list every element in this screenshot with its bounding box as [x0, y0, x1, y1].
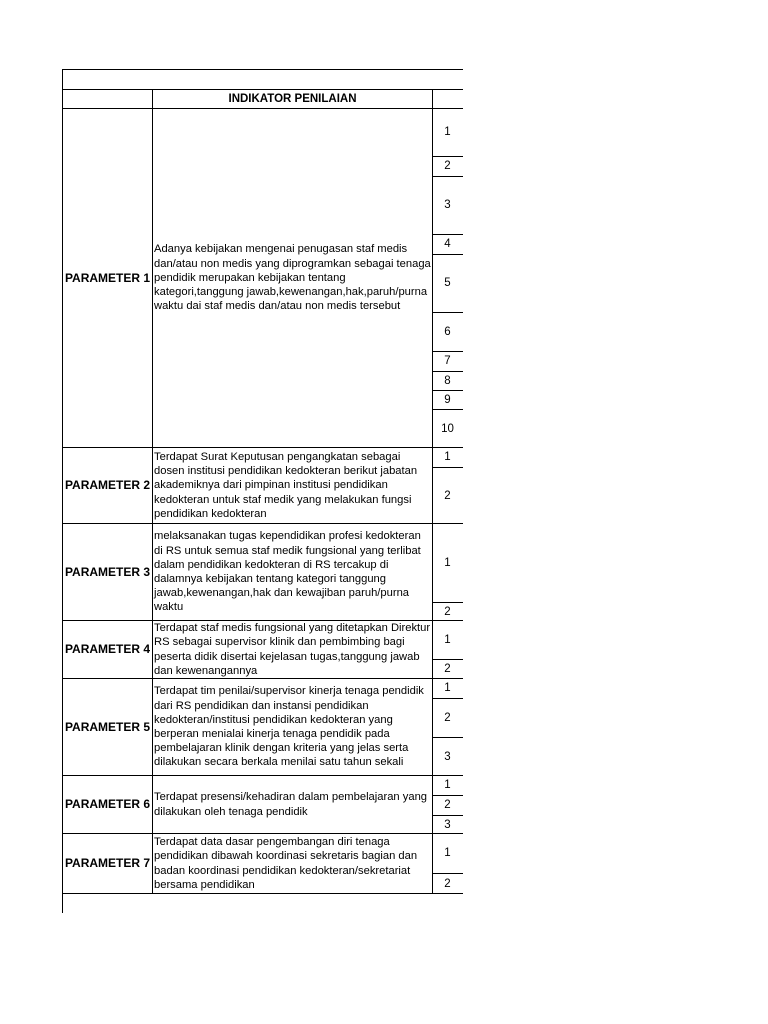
indicator-column-title: INDIKATOR PENILAIAN [228, 92, 357, 105]
parameter-label-1[interactable] [62, 108, 153, 448]
score-cell[interactable] [432, 467, 463, 525]
header-indicator-cell[interactable] [152, 89, 433, 109]
score-cell[interactable] [432, 523, 463, 603]
parameter-label-text: PARAMETER 6 [64, 797, 151, 812]
blank-score-extension [462, 351, 463, 372]
blank-score-extension [462, 467, 463, 525]
score-value: 3 [444, 818, 451, 831]
parameter-label-text: PARAMETER 7 [64, 856, 151, 871]
score-value: 3 [444, 750, 451, 763]
parameter-label-2[interactable] [62, 447, 153, 524]
score-value: 1 [444, 451, 451, 464]
indicator-cell-1[interactable] [152, 108, 433, 448]
parameter-label-4[interactable] [62, 620, 153, 679]
parameter-label-text: PARAMETER 4 [64, 642, 151, 657]
indicator-text: Adanya kebijakan mengenai penugasan staf medis dan/atau non medis yang diprogramkan sebagai tenaga pendidik merupakan kebijakan tentang kategori,tanggung jawab,kewenangan,hak,paruh/purna waktu dai staf medis dan/atau non medis tersebut [154, 243, 431, 313]
score-value: 2 [444, 489, 451, 502]
header-score-cell[interactable] [432, 89, 463, 109]
blank-score-extension [462, 409, 463, 449]
blank-score-extension [462, 815, 463, 835]
score-cell[interactable] [432, 234, 463, 255]
score-cell[interactable] [432, 795, 463, 816]
indicator-text: Terdapat Surat Keputusan pengangkatan sebagai dosen institusi pendidikan kedokteran berikut jabatan akademiknya dari pimpinan institusi pendidikan kedokteran untuk staf medik yang melakukan fungsi pendidikan kedokteran [154, 450, 418, 520]
blank-score-extension [462, 737, 463, 777]
parameter-label-3[interactable] [62, 523, 153, 621]
score-cell[interactable] [432, 737, 463, 777]
blank-score-extension [462, 698, 463, 738]
score-cell[interactable] [432, 108, 463, 157]
score-cell[interactable] [432, 371, 463, 391]
score-value: 3 [444, 199, 451, 212]
indicator-text: melaksanakan tugas kependidikan profesi kedokteran di RS untuk semua staf medik fungsional yang terlibat dalam pendidikan kedokteran di RS tercakup di dalamnya kebijakan tentang kategori tanggung jawab,kewenangan,hak dan kewajiban paruh/purna waktu [154, 530, 421, 614]
blank-score-extension [462, 795, 463, 816]
blank-score-extension [462, 390, 463, 410]
blank-score-extension [462, 775, 463, 796]
score-cell[interactable] [432, 447, 463, 468]
parameter-label-text: PARAMETER 2 [64, 478, 151, 493]
blank-score-extension [462, 833, 463, 874]
parameter-label-text: PARAMETER 5 [64, 719, 151, 734]
score-cell[interactable] [432, 815, 463, 835]
blank-score-extension [462, 873, 463, 895]
score-cell[interactable] [432, 409, 463, 449]
score-value: 2 [444, 711, 451, 724]
score-value: 2 [444, 663, 451, 676]
top-blank-row[interactable] [62, 69, 463, 90]
indicator-text: Terdapat data dasar pengembangan diri tenaga pendidikan dibawah koordinasi sekretaris bagian dan badan koordinasi pendidikan kedokteran/sekretariat bersama pendidikan [154, 836, 418, 891]
indicator-text: Terdapat tim penilai/supervisor kinerja tenaga pendidik dari RS pendidikan dan instansi pendidikan kedokteran/institusi pendidikan kedokteran yang berperan menialai kinerja tenaga pendidik pada pembelajaran klinik dengan kriteria yang jelas serta dilakukan secara berkala menilai satu tahun sekali [154, 685, 424, 769]
blank-score-extension [462, 108, 463, 157]
score-value: 2 [444, 160, 451, 173]
table-clip [62, 69, 463, 913]
score-cell[interactable] [432, 873, 463, 895]
score-value: 9 [444, 393, 451, 406]
indicator-cell-2[interactable] [152, 447, 433, 524]
blank-score-extension [462, 659, 463, 680]
parameter-label-text: PARAMETER 3 [64, 564, 151, 579]
score-value: 2 [444, 877, 451, 890]
indicator-cell-7[interactable] [152, 833, 433, 894]
score-value: 4 [444, 238, 451, 251]
score-cell[interactable] [432, 176, 463, 235]
blank-score-extension [462, 156, 463, 177]
blank-score-extension [462, 371, 463, 391]
score-value: 2 [444, 605, 451, 618]
score-value: 6 [444, 325, 451, 338]
score-value: 8 [444, 374, 451, 387]
parameter-label-6[interactable] [62, 775, 153, 834]
score-cell[interactable] [432, 698, 463, 738]
score-value: 1 [444, 633, 451, 646]
score-value: 7 [444, 355, 451, 368]
score-value: 1 [444, 682, 451, 695]
assessment-table [62, 69, 463, 913]
indicator-cell-3[interactable] [152, 523, 433, 621]
blank-score-extension [462, 602, 463, 622]
indicator-cell-5[interactable] [152, 678, 433, 776]
score-value: 1 [444, 126, 451, 139]
parameter-label-text: PARAMETER 1 [64, 270, 151, 285]
indicator-text: Terdapat staf medis fungsional yang ditetapkan Direktur RS sebagai supervisor klinik dan pembimbing bagi peserta didik disertai kejelasan tugas,tanggung jawab dan kewenangannya [154, 622, 431, 677]
score-value: 2 [444, 799, 451, 812]
score-cell[interactable] [432, 620, 463, 660]
blank-score-extension [462, 620, 463, 660]
score-cell[interactable] [432, 602, 463, 622]
score-cell[interactable] [432, 678, 463, 699]
score-cell[interactable] [432, 156, 463, 177]
indicator-text: Terdapat presensi/kehadiran dalam pembelajaran yang dilakukan oleh tenaga pendidik [154, 791, 428, 818]
score-value: 1 [444, 779, 451, 792]
score-value: 10 [441, 422, 454, 435]
parameter-label-5[interactable] [62, 678, 153, 776]
indicator-cell-4[interactable] [152, 620, 433, 679]
blank-score-extension [462, 254, 463, 313]
blank-score-extension [462, 176, 463, 235]
score-cell[interactable] [432, 254, 463, 313]
blank-score-extension [462, 523, 463, 603]
score-value: 1 [444, 556, 451, 569]
score-value: 1 [444, 847, 451, 860]
header-param-cell[interactable] [62, 89, 153, 109]
indicator-cell-6[interactable] [152, 775, 433, 834]
score-value: 5 [444, 277, 451, 290]
score-cell[interactable] [432, 775, 463, 796]
score-cell[interactable] [432, 833, 463, 874]
parameter-label-7[interactable] [62, 833, 153, 894]
blank-score-extension [462, 234, 463, 255]
blank-score-extension [462, 312, 463, 352]
blank-score-extension [462, 447, 463, 468]
score-cell[interactable] [432, 312, 463, 352]
score-cell[interactable] [432, 390, 463, 410]
score-cell[interactable] [432, 351, 463, 372]
bottom-blank-row[interactable] [62, 893, 463, 913]
blank-score-extension [462, 678, 463, 699]
score-cell[interactable] [432, 659, 463, 680]
